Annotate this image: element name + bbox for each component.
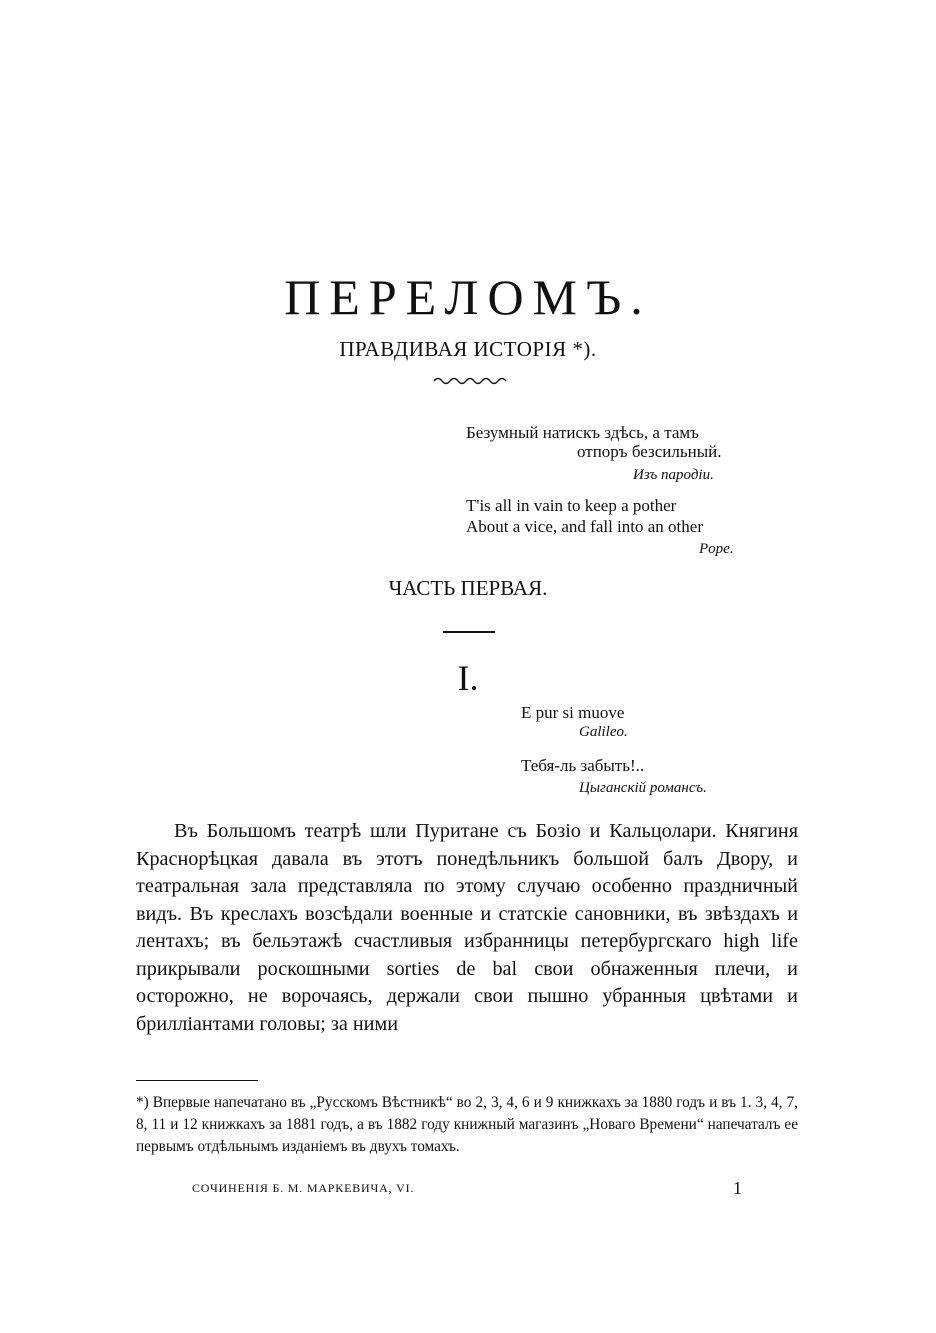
body-paragraph: Въ Большомъ театрѣ шли Пуритане съ Бозіо и Кальцолари. Княгиня Краснорѣцкая давала въ этотъ понедѣльникъ большой балъ Двору, и театральная зала представляла по этому случаю особенно праздничный видъ. Въ креслахъ возсѣдали военные и статскіе сановники, въ звѣздахъ и лентахъ; въ бельэтажѣ счастливыя избранницы петербургскаго high life прикрывали роскошными sorties de bal свои обнаженныя плечи, и осторожно, не ворочаясь, держали свои пышно убранныя цвѣтами и брилліантами головы; за ними bbox=[136, 820, 798, 1035]
epigraph-2-line-1: T'is all in vain to keep a pother bbox=[466, 496, 677, 515]
page-number: 1 bbox=[733, 1178, 742, 1198]
book-title: ПЕРЕЛОМЪ. bbox=[284, 269, 652, 325]
chapter-number: I. bbox=[457, 658, 479, 698]
epigraph-2-source: Pope. bbox=[699, 541, 734, 557]
ornament-squiggle bbox=[432, 374, 508, 386]
epigraph-3-source: Galileo. bbox=[579, 724, 628, 740]
epigraph-4-line-1: Тебя-ль забыть!.. bbox=[521, 756, 645, 775]
epigraph-4-source: Цыганскій романсъ. bbox=[579, 780, 707, 796]
footnote: *) Впервые напечатано въ „Русскомъ Вѣстникѣ“ во 2, 3, 4, 6 и 9 книжкахъ за 1880 годъ и въ 1. 3, 4, 7, 8, 11 и 12 книжкахъ за 1881 годъ, а въ 1882 году книжный магазинъ „Новаго Времени“ напечаталъ ее первымъ отдѣльнымъ изданіемъ въ двухъ томахъ. bbox=[136, 1094, 798, 1155]
running-footer: СОЧИНЕНІЯ Б. М. МАРКЕВИЧА, VI. bbox=[192, 1181, 415, 1195]
epigraph-1-line-2: отпоръ безсильный. bbox=[577, 442, 722, 461]
part-heading: ЧАСТЬ ПЕРВАЯ. bbox=[388, 576, 548, 600]
epigraph-2-line-2: About a vice, and fall into an other bbox=[466, 517, 703, 536]
epigraph-1-source: Изъ пародіи. bbox=[633, 467, 714, 483]
epigraph-1-line-1: Безумный натискъ здѣсь, а тамъ bbox=[466, 423, 699, 442]
epigraph-3-line-1: E pur si muove bbox=[521, 703, 625, 722]
section-divider bbox=[443, 631, 495, 633]
footnote-rule bbox=[136, 1080, 258, 1081]
book-subtitle: ПРАВДИВАЯ ИСТОРІЯ *). bbox=[339, 337, 597, 361]
